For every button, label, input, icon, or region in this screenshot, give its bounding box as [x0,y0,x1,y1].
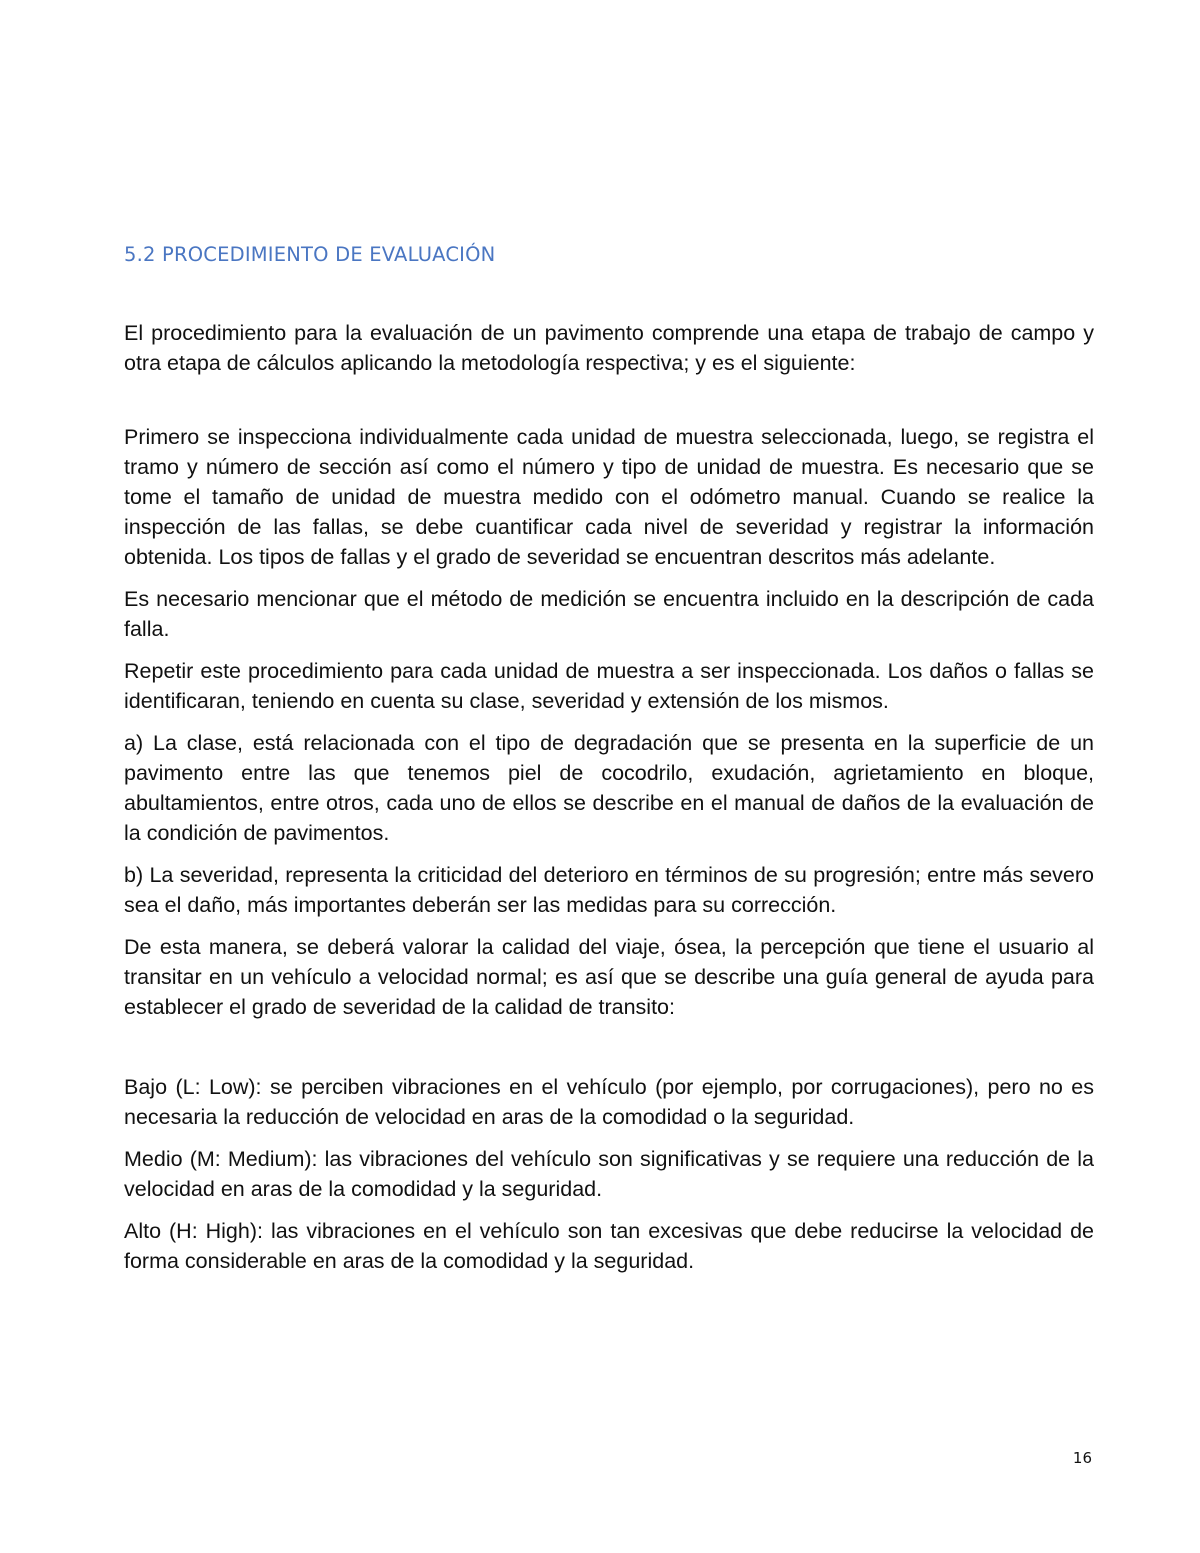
severity-medium: Medio (M: Medium): las vibraciones del vehículo son significativas y se requiere una reducción de la velocidad en aras de la comodidad y la seguridad. [124,1147,1094,1201]
section-heading: 5.2 PROCEDIMIENTO DE EVALUACIÓN [124,243,496,266]
paragraph-severity: b) La severidad, representa la criticidad del deterioro en términos de su progresión; entre más severo sea el daño, más importantes deberán ser las medidas para su corrección. [124,863,1094,917]
paragraph-repeat-procedure: Repetir este procedimiento para cada unidad de muestra a ser inspeccionada. Los daños o fallas se identificaran, teniendo en cuenta su clase, severidad y extensión de los mismos. [124,659,1094,713]
severity-high: Alto (H: High): las vibraciones en el vehículo son tan excesivas que debe reducirse la velocidad de forma considerable en aras de la comodidad y la seguridad. [124,1219,1094,1273]
paragraph-intro: El procedimiento para la evaluación de un pavimento comprende una etapa de trabajo de campo y otra etapa de cálculos aplicando la metodología respectiva; y es el siguiente: [124,321,1094,375]
severity-low: Bajo (L: Low): se perciben vibraciones en el vehículo (por ejemplo, por corrugaciones), pero no es necesaria la reducción de velocidad en aras de la comodidad o la seguridad. [124,1075,1094,1129]
paragraph-inspection: Primero se inspecciona individualmente cada unidad de muestra seleccionada, luego, se registra el tramo y número de sección así como el número y tipo de unidad de muestra. Es necesario que se tome el tamaño de unidad de muestra medido con el odómetro manual. Cuando se realice la inspección de las fallas, se debe cuantificar cada nivel de severidad y registrar la información obtenida. Los tipos de fallas y el grado de severidad se encuentran descritos más adelante. [124,425,1094,569]
page-number: 16 [1072,1449,1092,1467]
paragraph-class: a) La clase, está relacionada con el tipo de degradación que se presenta en la superficie de un pavimento entre las que tenemos piel de cocodrilo, exudación, agrietamiento en bloque, abultamientos, entre otros, cada uno de ellos se describe en el manual de daños de la evaluación de la condición de pavimentos. [124,731,1094,845]
paragraph-ride-quality: De esta manera, se deberá valorar la calidad del viaje, ósea, la percepción que tiene el usuario al transitar en un vehículo a velocidad normal; es así que se describe una guía general de ayuda para establecer el grado de severidad de la calidad de transito: [124,935,1094,1019]
body-text [124,318,1094,1288]
paragraph-measurement-method: Es necesario mencionar que el método de medición se encuentra incluido en la descripción de cada falla. [124,587,1094,641]
